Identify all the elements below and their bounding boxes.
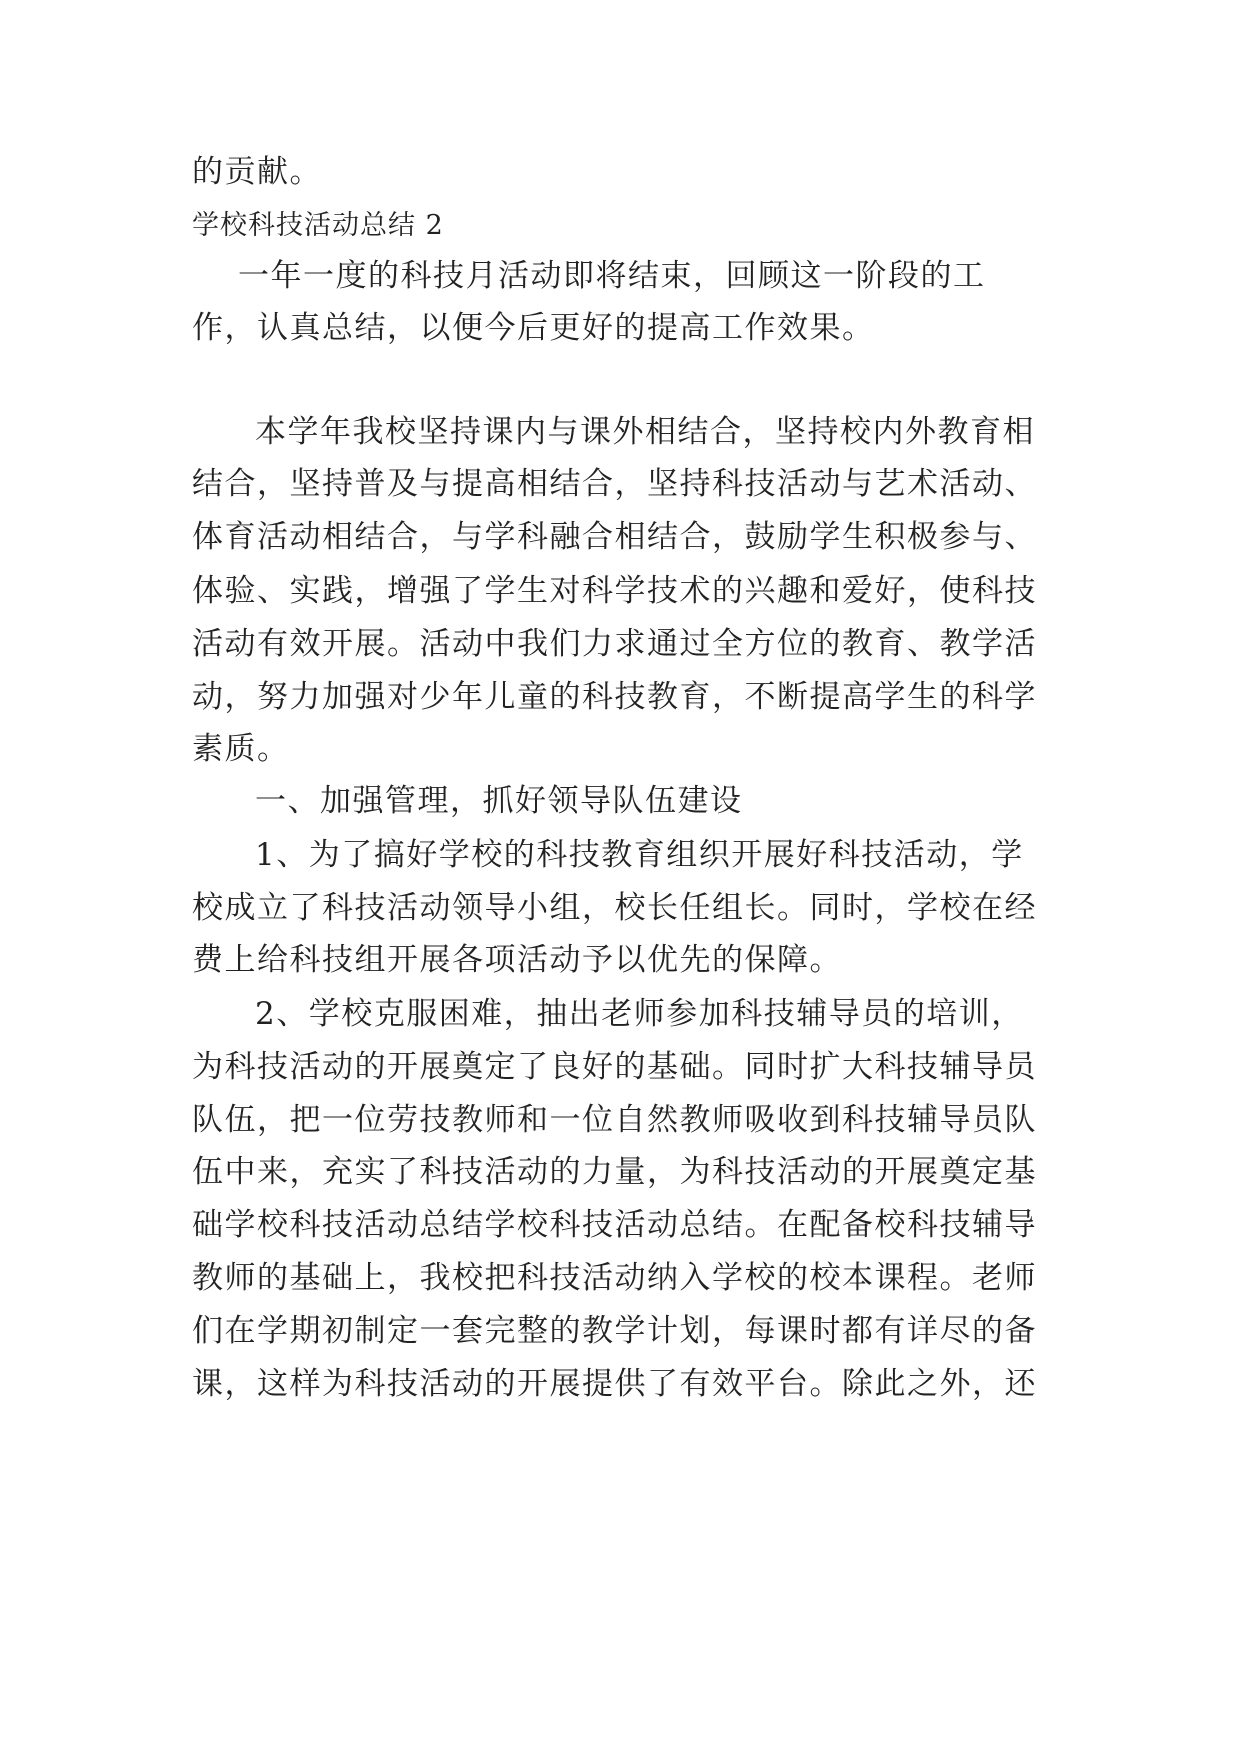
text-line: 素质。	[192, 731, 290, 767]
text-line: 动，努力加强对少年儿童的科技教育，不断提高学生的科学	[192, 679, 1037, 715]
text-line: 队伍，把一位劳技教师和一位自然教师吸收到科技辅导员队	[192, 1102, 1037, 1138]
section-title: 学校科技活动总结 2	[192, 210, 444, 241]
text-line: 费上给科技组开展各项活动予以优先的保障。	[192, 942, 842, 978]
text-line: 一年一度的科技月活动即将结束，回顾这一阶段的工	[238, 258, 986, 294]
text-line: 1、为了搞好学校的科技教育组织开展好科技活动，学	[255, 837, 1024, 873]
text-line: 础学校科技活动总结学校科技活动总结。在配备校科技辅导	[192, 1207, 1037, 1243]
text-line: 课，这样为科技活动的开展提供了有效平台。除此之外，还	[192, 1366, 1037, 1402]
text-line: 们在学期初制定一套完整的教学计划，每课时都有详尽的备	[192, 1313, 1037, 1349]
text-line: 2、学校克服困难，抽出老师参加科技辅导员的培训，	[255, 996, 1024, 1032]
text-line: 教师的基础上，我校把科技活动纳入学校的校本课程。老师	[192, 1260, 1037, 1296]
text-line: 伍中来，充实了科技活动的力量，为科技活动的开展奠定基	[192, 1154, 1037, 1190]
subsection-heading: 一、加强管理，抓好领导队伍建设	[255, 783, 743, 819]
text-line: 体验、实践，增强了学生对科学技术的兴趣和爱好，使科技	[192, 573, 1037, 609]
text-line: 体育活动相结合，与学科融合相结合，鼓励学生积极参与、	[192, 519, 1037, 555]
text-line: 为科技活动的开展奠定了良好的基础。同时扩大科技辅导员	[192, 1049, 1037, 1085]
text-line: 本学年我校坚持课内与课外相结合，坚持校内外教育相	[255, 414, 1035, 450]
text-line: 的贡献。	[192, 154, 322, 190]
text-line: 校成立了科技活动领导小组，校长任组长。同时，学校在经	[192, 890, 1037, 926]
text-line: 作，认真总结，以便今后更好的提高工作效果。	[192, 310, 875, 346]
text-line: 结合，坚持普及与提高相结合，坚持科技活动与艺术活动、	[192, 466, 1037, 502]
text-line: 活动有效开展。活动中我们力求通过全方位的教育、教学活	[192, 626, 1037, 662]
